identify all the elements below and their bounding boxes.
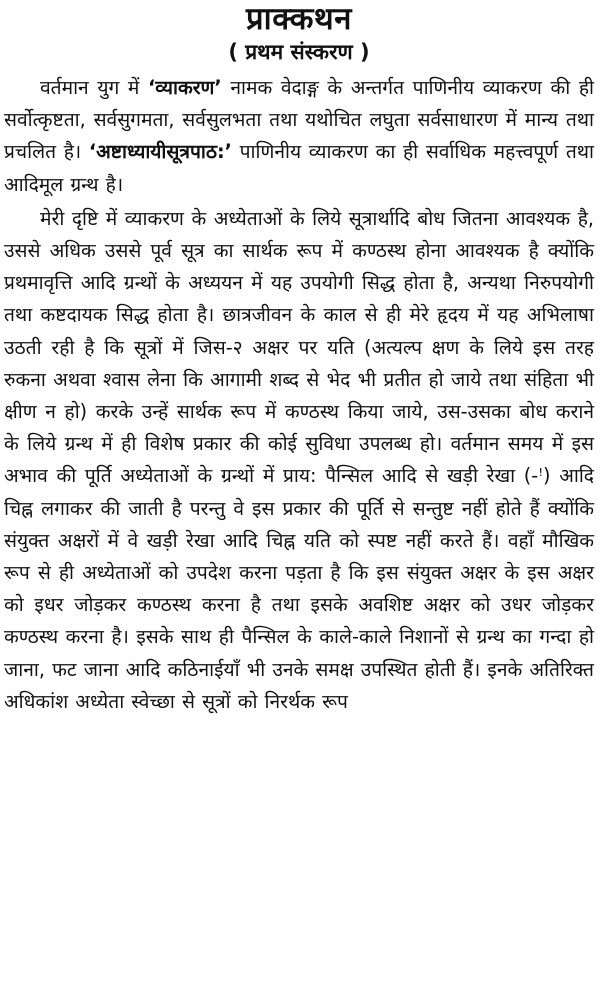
term-vyakaran: ‘व्याकरण’ [148,76,222,99]
paragraph-1-pre: वर्तमान युग में [40,76,149,99]
page-title: प्राक्कथन [246,1,352,37]
paragraph-1-post: पाणिनीय व्याकरण का ही सर्वाधिक महत्त्वपूर्ण तथा आदिमूल ग्रन्थ है। [4,140,594,196]
paragraph-1-mid: नामक वेदाङ्ग के अन्तर्गत पाणिनीय व्याकरण की ही सर्वोत्कृष्टता, सर्वसुगमता, सर्वसुलभता तथा यथोचित लघुता सर्वसाधारण में मान्य तथा प्रचलित है। [4,76,595,164]
term-ashtadhyayi: ‘अष्टाध्यायीसूत्रपाठ:’ [88,140,232,164]
page-subtitle: ( प्रथम संस्करण ) [228,40,370,64]
paragraph-2 [4,203,594,718]
paragraph-2-text: मेरी दृष्टि में व्याकरण के अध्येताओं के लिये सूत्रार्थादि बोध जितना आवश्यक है, उससे अधिक उससे पूर्व सूत्र का सार्थक रूप में कण्ठस्थ होना आवश्यक है क्योंकि प्रथमावृत्ति आदि ग्रन्थों के अध्ययन में यह उपयोगी सिद्ध होता है, अन्यथा निरुपयोगी तथा कष्टदायक सिद्ध होता है। छात्रजीवन के काल से ही मेरे हृदय में यह अभिलाषा उठती रही है कि सूत्रों में जिस-२ अक्षर पर यति (अत्यल्प क्षण के लिये इस तरह रुकना अथवा श्वास लेना कि आगामी शब्द से भेद भी प्रतीत हो जाये तथा संहिता भी क्षीण न हो) करके उन्हें सार्थक रूप में कण्ठस्थ किया जाये, उस-उसका बोध कराने के लिये ग्रन्थ में ही विशेष प्रकार की कोई सुविधा उपलब्ध हो। वर्तमान समय में इस अभाव की पूर्ति अध्येताओं के ग्रन्थों में प्राय: पैन्सिल आदि से खड़ी रेखा (-ꜝ) आदि चिह्न लगाकर की जाती है परन्तु वे इस प्रकार की पूर्ति से सन्तुष्ट नहीं होते हैं क्योंकि संयुक्त अक्षरों में वे खड़ी रेखा आदि चिह्न यति को स्पष्ट नहीं करते हैं। वहाँ मौखिक रूप से ही अध्येताओं को उपदेश करना पड़ता है कि इस संयुक्त अक्षर के इस अक्षर को इधर जोड़कर कण्ठस्थ करना है तथा इसके अवशिष्ट अक्षर को उधर जोड़कर कण्ठस्थ करना है। इसके साथ ही पैन्सिल के काले-काले निशानों से ग्रन्थ का गन्दा हो जाना, फट जाना आदि कठिनाईयाँ भी उनके समक्ष उपस्थित होती हैं। इनके अतिरिक्त अधिकांश अध्येता स्वेच्छा से सूत्रों को निरर्थक रूप [4,206,594,713]
paragraph-1 [4,72,594,201]
